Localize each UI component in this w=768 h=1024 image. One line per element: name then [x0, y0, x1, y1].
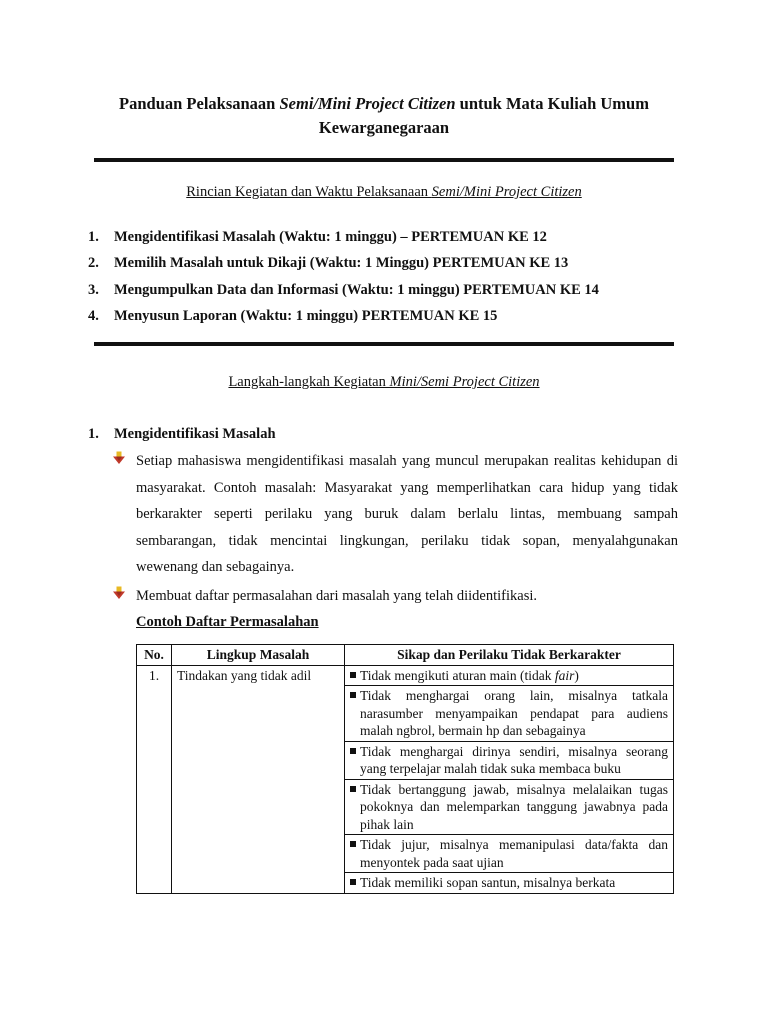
behavior-text: Tidak mengikuti aturan main (tidak — [360, 667, 555, 683]
square-bullet-icon — [350, 692, 356, 698]
schedule-item-number: 2. — [88, 255, 99, 272]
schedule-item — [88, 304, 599, 331]
schedule-item — [88, 224, 599, 251]
bullet-text: Membuat daftar permasalahan dari masalah yang telah diidentifikasi. — [136, 588, 538, 604]
table-row — [137, 665, 674, 686]
schedule-heading-italic: Semi/Mini Project Citizen — [431, 184, 582, 200]
schedule-item — [88, 251, 599, 278]
divider-middle — [94, 342, 674, 346]
schedule-item-number: 3. — [88, 281, 99, 298]
schedule-item — [88, 277, 599, 304]
document-title — [60, 92, 708, 140]
schedule-item-text: Memilih Masalah untuk Dikaji (Waktu: 1 Minggu) PERTEMUAN KE 13 — [114, 255, 569, 272]
schedule-item-text: Mengumpulkan Data dan Informasi (Waktu: 1 minggu) PERTEMUAN KE 14 — [114, 281, 599, 298]
behavior-text: Tidak menghargai dirinya sendiri, misalnya seorang yang terpelajar malah tidak suka membaca buku — [360, 743, 668, 776]
bullet-text: Setiap mahasiswa mengidentifikasi masalah yang muncul merupakan realitas kehidupan di masyarakat. Contoh masalah: Masyarakat yang memperlihatkan cara hidup yang tidak berkarakter seperti perilaku yang buruk dalam berlalu lintas, membuang sampah sembarangan, tidak mencintai lingkungan, perilaku tidak sopan, menyalahgunakan wewenang dan sebagainya. — [136, 453, 678, 575]
schedule-heading — [60, 184, 708, 201]
behavior-cell — [345, 686, 674, 742]
square-bullet-icon — [350, 786, 356, 792]
square-bullet-icon — [350, 748, 356, 754]
table-header-row — [137, 645, 674, 666]
title-suffix: untuk Mata Kuliah Umum — [455, 94, 649, 113]
bullet-item — [112, 448, 678, 581]
steps-heading-italic: Mini/Semi Project Citizen — [389, 374, 540, 390]
schedule-heading-prefix: Rincian Kegiatan dan Waktu Pelaksanaan — [186, 184, 432, 200]
arrow-down-bullet-icon — [112, 586, 126, 600]
behavior-cell — [345, 779, 674, 835]
behavior-cell — [345, 835, 674, 873]
row-scope: Tindakan yang tidak adil — [172, 665, 345, 893]
schedule-list — [88, 224, 599, 330]
behavior-cell — [345, 741, 674, 779]
behavior-cell — [345, 873, 674, 894]
title-italic: Semi/Mini Project Citizen — [279, 94, 456, 113]
header-behavior: Sikap dan Perilaku Tidak Berkarakter — [345, 645, 674, 666]
schedule-item-number: 1. — [88, 228, 99, 245]
steps-heading — [60, 374, 708, 391]
behavior-cell — [345, 665, 674, 686]
behavior-suffix: ) — [574, 667, 579, 683]
header-scope: Lingkup Masalah — [172, 645, 345, 666]
divider-top — [94, 158, 674, 162]
square-bullet-icon — [350, 879, 356, 885]
behavior-italic: fair — [554, 667, 575, 683]
schedule-item-text: Menyusun Laporan (Waktu: 1 minggu) PERTEMUAN KE 15 — [114, 308, 498, 325]
title-prefix: Panduan Pelaksanaan — [119, 94, 280, 113]
header-no: No. — [137, 645, 172, 666]
square-bullet-icon — [350, 672, 356, 678]
schedule-item-number: 4. — [88, 308, 99, 325]
example-list-label: Contoh Daftar Permasalahan — [136, 614, 319, 630]
step1-heading — [88, 426, 276, 443]
title-line2: Kewarganegaraan — [318, 118, 450, 137]
behavior-text: Tidak jujur, misalnya memanipulasi data/fakta dan menyontek pada saat ujian — [360, 837, 668, 870]
bullet-item — [112, 583, 678, 610]
step1-title: Mengidentifikasi Masalah — [114, 426, 276, 442]
square-bullet-icon — [350, 841, 356, 847]
problem-table — [136, 644, 674, 894]
row-number: 1. — [137, 665, 172, 893]
arrow-down-bullet-icon — [112, 451, 126, 465]
behavior-text: Tidak memiliki sopan santun, misalnya berkata — [360, 875, 616, 890]
behavior-text: Tidak menghargai orang lain, misalnya tatkala narasumber menyampaikan pendapat para audiens malah ngbrol, bermain hp dan sebagainya — [360, 688, 668, 738]
schedule-item-text: Mengidentifikasi Masalah (Waktu: 1 minggu) – PERTEMUAN KE 12 — [114, 228, 547, 245]
step1-number: 1. — [88, 426, 99, 442]
behavior-text: Tidak bertanggung jawab, misalnya melalaikan tugas pokoknya dan melemparkan tanggung jawabnya pada pihak lain — [360, 781, 668, 832]
steps-heading-prefix: Langkah-langkah Kegiatan — [228, 374, 390, 390]
